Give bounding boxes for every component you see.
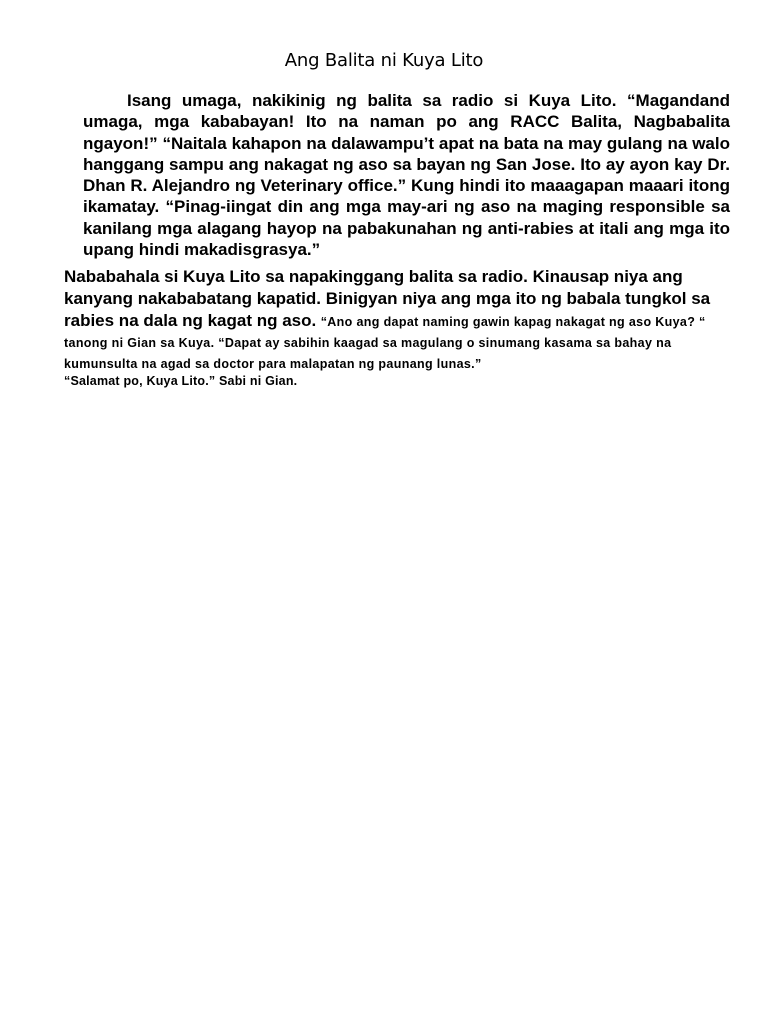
paragraph-thanks: “Salamat po, Kuya Lito.” Sabi ni Gian. [64, 374, 298, 388]
paragraph-warning-lead: Nababahala si Kuya Lito sa napakinggang balita sa radio. Kinausap niya ang kanyang nakababatang kapatid. Binigyan niya ang mga ito ng babala tungkol sa rabies na dala ng kagat ng aso. [64, 267, 711, 330]
document-title: Ang Balita ni Kuya Lito [284, 50, 484, 71]
paragraph-warning [64, 266, 730, 374]
paragraph-warning-dialogue: “Ano ang dapat naming gawin kapag nakagat ng aso Kuya? “ tanong ni Gian sa Kuya. “Dapat ay sabihin kaagad sa magulang o sinumang kasama sa bahay na kumunsulta na agad sa doctor para malapatan ng paunang lunas.” [64, 315, 706, 371]
paragraph-news-report: Isang umaga, nakikinig ng balita sa radio si Kuya Lito. “Magandand umaga, mga kababayan! Ito na naman po ang RACC Balita, Nagbabalita ngayon!” “Naitala kahapon na dalawampu’t apat na bata na may gulang na walo hanggang sampu ang nakagat ng aso sa bayan ng San Jose. Ito ay ayon kay Dr. Dhan R. Alejandro ng Veterinary office.” Kung hindi ito maaagapan maaari itong ikamatay. “Pinag-iingat din ang mga may-ari ng aso na maging responsible sa kanilang mga alagang hayop na pabakunahan ng anti-rabies at itali ang mga ito upang hindi makadisgrasya.” [83, 91, 730, 260]
